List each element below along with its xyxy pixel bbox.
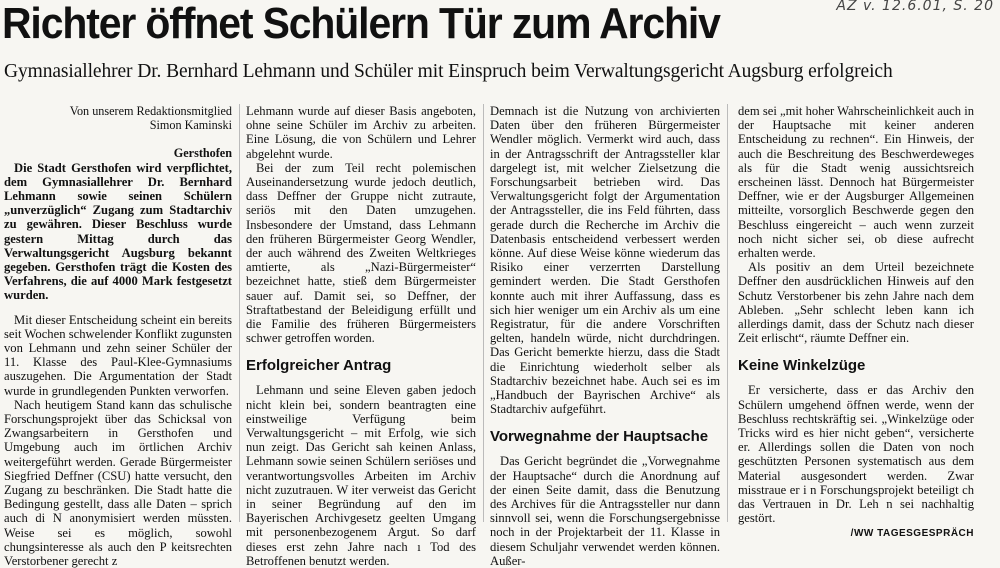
paragraph: Das Gericht begründet die „Vorwegnahme der Hauptsache“ durch die Anordnung auf der einen Seite damit, dass die Benutzung des Archives für die Antragssteller nur dann sinnvoll sei, wenn die Forschungsergebnisse noch in der Projektarbeit der 11. Klasse in diesem Schuljahr verwendet werden können. Außer- <box>490 454 720 568</box>
dateline: Gersthofen <box>173 146 232 161</box>
section-heading: Erfolgreicher Antrag <box>246 357 392 375</box>
paragraph: Er versicherte, dass er das Archiv den Schülern umgehend öffnen werde, wenn der Beschluss rechtskräftig sei. „Winkelzüge oder Tricks wird es hier nicht geben“, versicherte er. Allerdings sollen die Daten von noch geschützten Personen systematisch aus dem Material ausgesondert werden. Zwar misstraue er i n Forschungsprojekt beteiligt ch das Vertrauen in Dr. Leh n sei nachhaltig gestört. <box>738 383 974 526</box>
byline-2: Simon Kaminski <box>149 118 232 133</box>
paragraph: Als positiv an dem Urteil bezeichnete Deffner den ausdrücklichen Hinweis auf den Schutz Verstorbener bis zehn Jahre nach dem Ableben. „Sehr schlecht leben kann ich allerdings damit, dass der Schutz nach dieser Zeit erlischt“, räumte Deffner ein. <box>738 260 974 346</box>
paragraph: Mit dieser Entscheidung scheint ein bereits seit Wochen schwelender Konflikt zugunsten von Lehmann und zehn seiner Schüler der 11. Klasse des Paul-Klee-Gymnasiums auszugehen. Die Argumentation der Stadt wurde in grundlegenden Punkten verworfen. <box>4 312 232 398</box>
column-1 <box>4 104 232 568</box>
paragraph: Nach heutigem Stand kann das schulische Forschungsprojekt über das Schicksal von Zwangsarbeitern in Gersthofen und Umgebung auch im örtlichen Archiv weitergeführt werden. Gerade Bürgermeister Siegfried Deffner (CSU) hatte versucht, den Zugang zu beschränken. Die Stadt hatte die Bedingung gestellt, dass alle Daten – sprich auch di N anonymisiert werden müssten. Weise sei es möglich, sowohl chungsinteresse als auch den P keitsrechten Verstorbener gerecht z <box>4 397 232 568</box>
paragraph: Bei der zum Teil recht polemischen Auseinandersetzung wurde jedoch deutlich, dass Deffner der Gruppe nicht zutraute, seriös mit den Daten umzugehen. Insbesondere der Umstand, dass Lehmann den früheren Bürgermeister Georg Wendler, der auch während des Zweiten Weltkrieges amtierte, als „Nazi-Bürgermeister“ bezeichnet hatte, stieß dem Bürgermeister sauer auf. Damit sei, so Deffner, der Straftatbestand der Beleidigung erfüllt und die Familie des früheren Bürgermeisters schwer getroffen worden. <box>246 160 476 346</box>
column-4 <box>738 104 974 540</box>
byline-1: Von unserem Redaktionsmitglied <box>69 104 232 118</box>
headline: Richter öffnet Schülern Tür zum Archiv <box>2 0 720 48</box>
column-3 <box>490 104 720 568</box>
section-tag: /WW TAGESGESPRÄCH <box>850 528 974 540</box>
handwritten-note: AZ v. 12.6.01, S. 20 <box>836 0 994 14</box>
section-heading: Vorwegnahme der Hauptsache <box>490 428 709 446</box>
paragraph: Lehmann wurde auf dieser Basis angeboten, ohne seine Schüler im Archiv zu arbeiten. Eine Lösung, die von Schülern und Lehrer abgelehnt wurde. <box>246 104 476 161</box>
column-2 <box>246 104 476 568</box>
section-heading: Keine Winkelzüge <box>738 357 866 375</box>
subheadline: Gymnasiallehrer Dr. Bernhard Lehmann und Schüler mit Einspruch beim Verwaltungsgericht Augsburg erfolgreich <box>4 61 893 82</box>
column-rule <box>483 104 484 522</box>
paragraph: Demnach ist die Nutzung von archivierten Daten über den früheren Bürgermeister Wendler möglich. Vermerkt wird auch, dass in der Antragsschrift der Antragssteller klar dargelegt ist, mit welcher Zielsetzung die Forschungsarbeit betrieben wird. Das Verwaltungsgericht folgt der Argumentation der Antragssteller, die ins Feld führten, dass gerade durch die Recherche im Archiv die Datenbasis entscheidend verbessert werden könne. Auf diese Weise könne wiederum das Risiko einer verzerrten Darstellung gemindert werden. Die Stadt Gersthofen konnte auch mit ihrer Auffassung, dass es sich hier weniger um ein Archiv als um eine Registratur, für die andere Vorschriften gelten, handeln würde, nicht durchdringen. Das Gericht bemerkte hierzu, dass die Stadt die Einrichtung wiederholt selber als Stadtarchiv bezeichnet habe. Auch sei es im „Handbuch der Bayrischen Archive“ als Stadtarchiv aufgeführt. <box>490 104 720 417</box>
paragraph: Lehmann und seine Eleven gaben jedoch nicht klein bei, sondern beantragten eine einstweilige Verfügung beim Verwaltungsgericht – mit Erfolg, wie sich nun zeigt. Das Gericht sah keinen Anlass, Lehmann sowie seinen Schülern seriöses und verantwortungsvolles Arbeiten im Archiv nicht zuzutrauen. W iter verweist das Gericht in seiner Begründung auf den im Bayerischen Archivgesetz geelten Umgang mit personenbezogenem Argut. So darf dieses erst zehn Jahre nach ı Tod des Betroffenen benutzt werden. <box>246 383 476 568</box>
column-rule <box>239 104 240 522</box>
paragraph: dem sei „mit hoher Wahrscheinlichkeit auch in der Hauptsache mit keiner anderen Entscheidung zu rechnen“. Ein Hinweis, der auch die Beschreitung des Beschwerdeweges als für die Stadt wenig aussichtsreich erscheinen lässt. Dennoch hat Bürgermeister Deffner, wie er der Augsburger Allgemeinen mitteilte, vorsorglich Beschwerde gegen den Beschluss eingereicht – auch wenn zurzeit noch nicht sicher sei, ob diese aufrecht erhalten werde. <box>738 104 974 261</box>
lead-paragraph: Die Stadt Gersthofen wird verpflichtet, dem Gymnasiallehrer Dr. Bernhard Lehmann sowie seinen Schülern „unverzüglich“ Zugang zum Stadtarchiv zu gewähren. Dieser Beschluss wurde gestern Mittag durch das Verwaltungsgericht Augsburg bekannt gegeben. Gersthofen trägt die Kosten des Verfahrens, die auf 4000 Mark festgesetzt wurden. <box>4 160 232 303</box>
column-rule <box>727 104 728 522</box>
